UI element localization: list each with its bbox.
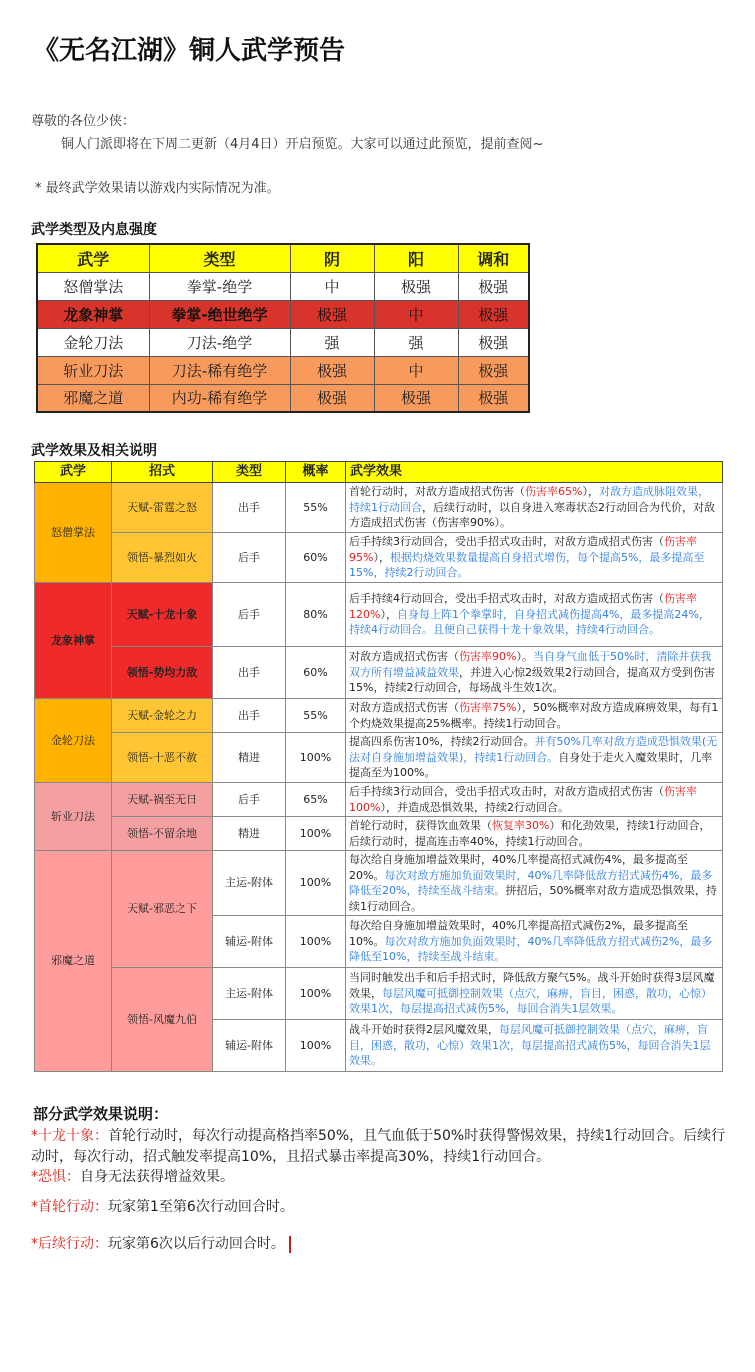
- move-cell: 天赋-金轮之力: [112, 699, 213, 733]
- prob-cell: 100%: [286, 851, 346, 916]
- effect-highlight: 每层风魔可抵御控制效果（点穴，麻痹，盲目，困惑，散功，心惊）效果1次，每层提高招式减伤5%，每回合消失1层效果。: [349, 986, 712, 1016]
- effects-table: [34, 461, 723, 1072]
- type-cell: 主运-附体: [213, 968, 286, 1020]
- type-cell: 辅运-附体: [213, 1020, 286, 1072]
- table-cell: 极强: [374, 272, 458, 300]
- table-row: [35, 851, 723, 916]
- type-cell: 后手: [213, 783, 286, 817]
- header-cell: 武学: [37, 244, 149, 272]
- effect-highlight: 恢复率30%: [492, 819, 550, 832]
- effect-text: ），: [582, 485, 599, 499]
- note-key: *十龙十象：: [31, 1128, 108, 1144]
- move-cell: 领悟-势均力敌: [112, 647, 213, 699]
- effect-highlight: 伤害率100%: [349, 785, 697, 814]
- table-cell: 邪魔之道: [37, 384, 149, 412]
- move-cell: 领悟-风魔九伯: [112, 968, 213, 1072]
- effect-highlight: 自身每上阵1个拳掌时，自身招式减伤提高4%，最多提高24%，持续4行动回合。且便自己获得十龙十象效果，持续4行动回合。: [349, 607, 710, 637]
- type-cell: 出手: [213, 647, 286, 699]
- header-cell: 阳: [374, 244, 458, 272]
- table-row: [37, 328, 529, 356]
- move-cell: 天赋-祸至无日: [112, 783, 213, 817]
- table-cell: 极强: [458, 328, 529, 356]
- table-row: [35, 699, 723, 733]
- table-cell: 极强: [458, 356, 529, 384]
- effect-text: ）和化劲效果，持续1行动回合，后续行动时，提高连击率40%，持续1行动回合。: [349, 819, 711, 848]
- martial-name-cell: 金轮刀法: [35, 699, 112, 783]
- table-cell: 极强: [458, 384, 529, 412]
- effect-text: 后手持续3行动回合，受出手招式攻击时，对敌方造成招式伤害（: [349, 535, 664, 549]
- table-cell: 中: [374, 300, 458, 328]
- header-cell: 阴: [290, 244, 374, 272]
- table-cell: 怒僧掌法: [37, 272, 149, 300]
- martial-name-cell: 怒僧掌法: [35, 483, 112, 583]
- effect-highlight: 伤害率95%: [349, 535, 697, 564]
- type-cell: 辅运-附体: [213, 916, 286, 968]
- note-text: 首轮行动时，每次行动提高格挡率50%，且气血低于50%时获得警惕效果，持续1行动回合。后续行动时，每次行动，招式触发率提高10%，且招式暴击率提高30%，持续1行动回合。: [31, 1128, 726, 1165]
- table-cell: 极强: [290, 300, 374, 328]
- move-cell: 领悟-十恶不赦: [112, 733, 213, 783]
- martial-name-cell: 斩业刀法: [35, 783, 112, 851]
- prob-cell: 55%: [286, 483, 346, 533]
- effect-text: 每次给自身施加增益效果时，40%几率提高招式减伤2%，最多提高至10%。: [349, 919, 688, 948]
- table-row: [35, 783, 723, 817]
- table-cell: 极强: [290, 356, 374, 384]
- move-cell: 天赋-十龙十象: [112, 583, 213, 647]
- effect-text: 首轮行动时，对敌方造成招式伤害（: [349, 485, 525, 499]
- prob-cell: 55%: [286, 699, 346, 733]
- effect-text: ），50%概率对敌方造成麻痹效果，每有1个灼烧效果提高25%概率。持续1行动回合。: [349, 701, 719, 730]
- effect-cell: [346, 783, 723, 817]
- note-item: [31, 1197, 731, 1218]
- table-header-row: [37, 244, 529, 272]
- effect-cell: [346, 733, 723, 783]
- effect-highlight: 当自身气血低于50%时，清除并获我双方所有增益减益效果: [349, 650, 712, 679]
- header-cell: 类型: [213, 462, 286, 483]
- type-cell: 精进: [213, 733, 286, 783]
- table-row: [37, 300, 529, 328]
- move-cell: 天赋-邪恶之下: [112, 851, 213, 968]
- table-cell: 龙象神掌: [37, 300, 149, 328]
- note-key: *恐惧：: [31, 1169, 80, 1185]
- effect-cell: [346, 817, 723, 851]
- prob-cell: 100%: [286, 817, 346, 851]
- type-cell: 后手: [213, 533, 286, 583]
- effect-text: 当同时触发出手和后手招式时，降低敌方聚气5%。战斗开始时获得3层风魔效果，: [349, 971, 715, 1000]
- table-cell: 中: [374, 356, 458, 384]
- effect-text: 对敌方造成招式伤害（: [349, 701, 459, 714]
- header-cell: 招式: [112, 462, 213, 483]
- table-row: [35, 968, 723, 1020]
- effect-highlight: 并有50%几率对敌方造成恐惧效果(无法对自身施加增益效果)，持续1行动回合。: [349, 735, 718, 764]
- header-cell: 调和: [458, 244, 529, 272]
- table-cell: 拳掌-绝学: [149, 272, 290, 300]
- table-cell: 斩业刀法: [37, 356, 149, 384]
- type-cell: 出手: [213, 483, 286, 533]
- text-cursor: [289, 1236, 291, 1253]
- table-cell: 极强: [458, 272, 529, 300]
- note-item: [31, 1126, 731, 1168]
- move-cell: 天赋-雷霆之怒: [112, 483, 213, 533]
- effect-text: 自身处于走火入魔效果时，几率提高至为100%。: [349, 750, 713, 780]
- section-title-effects: 武学效果及相关说明: [31, 443, 157, 459]
- effect-cell: [346, 699, 723, 733]
- table-row: [35, 533, 723, 583]
- effect-highlight: 伤害率90%: [459, 650, 517, 664]
- effect-text: ），并造成恐惧效果，持续2行动回合。: [380, 800, 569, 814]
- table-row: [35, 483, 723, 533]
- effect-highlight: 根据灼烧效果数量提高自身招式增伤，每个提高5%，最多提高至15%，持续2行动回合。: [349, 550, 705, 580]
- prob-cell: 100%: [286, 733, 346, 783]
- table-row: [35, 583, 723, 647]
- type-cell: 精进: [213, 817, 286, 851]
- prob-cell: 60%: [286, 533, 346, 583]
- table-cell: 拳掌-绝世绝学: [149, 300, 290, 328]
- effect-text: ，后续行动时，以自身进入寒毒状态2行动回合为代价，对敌方造成招式伤害（伤害率90%）。: [349, 500, 715, 530]
- table-row: [37, 272, 529, 300]
- martial-name-cell: 龙象神掌: [35, 583, 112, 699]
- table-cell: 极强: [374, 384, 458, 412]
- effect-text: 战斗开始时获得2层风魔效果，: [349, 1023, 499, 1037]
- type-strength-table: [36, 243, 530, 413]
- type-cell: 后手: [213, 583, 286, 647]
- effect-text: 对敌方造成招式伤害（: [349, 650, 459, 664]
- prob-cell: 100%: [286, 1020, 346, 1072]
- table-row: [35, 733, 723, 783]
- table-row: [35, 817, 723, 851]
- note-item: [31, 1167, 731, 1188]
- table-cell: 强: [290, 328, 374, 356]
- note-text: 玩家第6次以后行动回合时。: [108, 1236, 285, 1252]
- prob-cell: 100%: [286, 968, 346, 1020]
- table-row: [37, 384, 529, 412]
- table-header-row: [35, 462, 723, 483]
- effect-text: 每次给自身施加增益效果时，40%几率提高招式减伤4%，最多提高至20%。: [349, 853, 688, 882]
- effect-highlight: 伤害率65%: [525, 485, 583, 499]
- prob-cell: 60%: [286, 647, 346, 699]
- table-cell: 内功-稀有绝学: [149, 384, 290, 412]
- effect-text: 首轮行动时，获得饮血效果（: [349, 819, 492, 832]
- table-cell: 极强: [458, 300, 529, 328]
- table-cell: 极强: [290, 384, 374, 412]
- effect-text: ），: [380, 607, 397, 621]
- header-cell: 武学: [35, 462, 112, 483]
- effect-highlight: 对敌方造成脉阻效果，持续1行动回合: [349, 485, 709, 514]
- table-cell: 刀法-绝学: [149, 328, 290, 356]
- note-text: 自身无法获得增益效果。: [80, 1169, 234, 1185]
- effect-text: ，并进入心惊2级效果2行动回合，提高双方受到伤害15%，持续2行动回合，每场战斗生效1次。: [349, 665, 715, 695]
- effect-highlight: 伤害率120%: [349, 592, 697, 621]
- note-item: [31, 1234, 731, 1255]
- header-cell: 类型: [149, 244, 290, 272]
- note-key: *后续行动：: [31, 1236, 108, 1252]
- greeting: 尊敬的各位少侠：: [31, 114, 136, 129]
- notes-title: 部分武学效果说明：: [33, 1105, 169, 1123]
- effect-text: ），: [373, 550, 390, 564]
- effect-cell: [346, 968, 723, 1020]
- effect-cell: [346, 533, 723, 583]
- effect-highlight: 每次对敌方施加负面效果时，40%几率降低敌方招式减伤4%，最多降低至20%，持续至战斗结束。: [349, 868, 713, 897]
- table-cell: 中: [290, 272, 374, 300]
- effect-highlight: 每层风魔可抵御控制效果（点穴，麻痹，盲目，困惑，散功，心惊）效果1次，每层提高招式减伤5%，每回合消失1层效果。: [349, 1023, 711, 1068]
- effect-cell: [346, 483, 723, 533]
- effect-cell: [346, 851, 723, 916]
- move-cell: 领悟-不留余地: [112, 817, 213, 851]
- note-key: *首轮行动：: [31, 1199, 108, 1215]
- effect-text: ）。: [516, 650, 533, 664]
- prob-cell: 65%: [286, 783, 346, 817]
- table-cell: 强: [374, 328, 458, 356]
- effect-text: 拼招后，50%概率对敌方造成恐惧效果，持续1行动回合。: [349, 884, 717, 913]
- table-cell: 刀法-稀有绝学: [149, 356, 290, 384]
- prob-cell: 100%: [286, 916, 346, 968]
- type-cell: 主运-附体: [213, 851, 286, 916]
- prob-cell: 80%: [286, 583, 346, 647]
- martial-name-cell: 邪魔之道: [35, 851, 112, 1072]
- effect-text: 提高四系伤害10%，持续2行动回合。: [349, 735, 535, 749]
- header-cell: 概率: [286, 462, 346, 483]
- section-title-types: 武学类型及内息强度: [31, 222, 157, 238]
- note-text: 玩家第1至第6次行动回合时。: [108, 1199, 294, 1215]
- page-title: 《无名江湖》铜人武学预告: [33, 36, 346, 66]
- effect-cell: [346, 1020, 723, 1072]
- effect-cell: [346, 916, 723, 968]
- effect-highlight: 每次对敌方施加负面效果时，40%几率降低敌方招式减伤2%，最多降低至10%，持续至战斗结束。: [349, 934, 713, 964]
- move-cell: 领悟-暴烈如火: [112, 533, 213, 583]
- effect-cell: [346, 583, 723, 647]
- intro-text: 铜人门派即将在下周二更新（4月4日）开启预览。大家可以通过此预览，提前查阅~: [61, 137, 544, 152]
- header-cell: 武学效果: [346, 462, 723, 483]
- type-cell: 出手: [213, 699, 286, 733]
- table-row: [37, 356, 529, 384]
- effect-highlight: 伤害率75%: [459, 701, 517, 714]
- table-row: [35, 647, 723, 699]
- disclaimer: * 最终武学效果请以游戏内实际情况为准。: [35, 181, 280, 196]
- effect-text: 后手持续3行动回合，受出手招式攻击时，对敌方造成招式伤害（: [349, 785, 664, 798]
- table-cell: 金轮刀法: [37, 328, 149, 356]
- effect-text: 后手持续4行动回合，受出手招式攻击时，对敌方造成招式伤害（: [349, 592, 664, 606]
- effect-cell: [346, 647, 723, 699]
